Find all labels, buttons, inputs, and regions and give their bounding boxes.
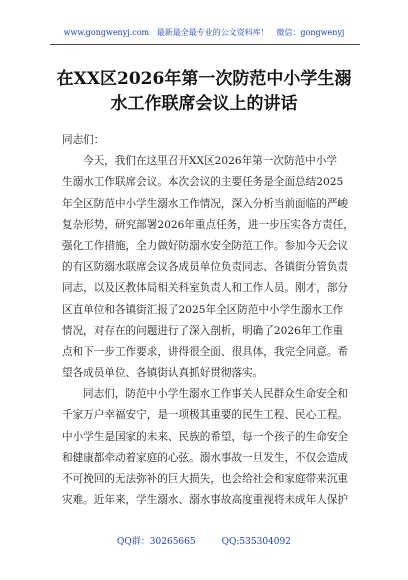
site-footer	[0, 534, 408, 547]
website-link[interactable]: www.gongwenyj.com	[63, 28, 150, 37]
qq-contact[interactable]: QQ:535304092	[221, 537, 291, 547]
paragraph-line: 复杂形势，研究部署2026年重点任务，进一步压实各方责任，	[62, 218, 354, 231]
paragraph-line: 的有区防溺水联席会议各成员单位负责同志、各镇街分管负责	[62, 261, 349, 274]
paragraph-line: 生溺水工作联席会议。本次会议的主要任务是全面总结2025	[62, 176, 344, 189]
salutation: 同志们：	[62, 134, 105, 146]
wechat-id: 微信：gongwenyj	[276, 28, 345, 37]
paragraph-line: 强化工作措施，全力做好防溺水安全防范工作。参加今天会议	[62, 239, 349, 252]
paragraph-line: 区直单位和各镇街汇报了2025年全区防范中小学生溺水工作	[62, 303, 344, 316]
paragraph-line: 灾难。近年来，学生溺水、溺水事故高度重视将未成年人保护	[62, 494, 349, 507]
paragraph-line: 同志，以及区教体局相关科室负责人和工作人员。刚才，部分	[62, 282, 349, 295]
header-slogan: 最新最全最专业的公文资料库！	[156, 28, 269, 37]
qq-group[interactable]: QQ群：30265665	[117, 537, 196, 547]
paragraph-line: 同志们，防范中小学生溺水工作事关人民群众生命安全和	[83, 388, 348, 401]
site-header	[0, 27, 408, 38]
paragraph-line: 和健康都牵动着家庭的心弦。溺水事故一旦发生，不仅会造成	[62, 451, 349, 464]
paragraph-line: 中小学生是国家的未来、民族的希望，每一个孩子的生命安全	[62, 430, 349, 443]
paragraph-line: 千家万户幸福安宁，是一项极其重要的民生工程、民心工程。	[62, 409, 349, 422]
paragraph-line: 年全区防范中小学生溺水工作情况，深入分析当前面临的严峻	[62, 197, 349, 210]
document-title-line-2: 水工作联席会议上的讲话	[110, 94, 298, 114]
paragraph-line: 望各成员单位、各镇街认真抓好贯彻落实。	[62, 367, 264, 380]
paragraph-line: 点和下一步工作要求，讲得很全面、很具体，我完全同意。希	[62, 345, 349, 358]
paragraph-line: 不可挽回的无法弥补的巨大损失，也会给社会和家庭带来沉重	[62, 473, 349, 485]
document-body	[62, 130, 352, 511]
header-divider	[50, 44, 360, 45]
paragraph-line: 情况，对存在的问题进行了深入剖析，明确了2026年工作重	[62, 324, 344, 337]
document-title-line-1: 在XX区2026年第一次防范中小学生溺	[56, 69, 352, 89]
paragraph-line: 今天，我们在这里召开XX区2026年第一次防范中小学	[83, 155, 337, 168]
